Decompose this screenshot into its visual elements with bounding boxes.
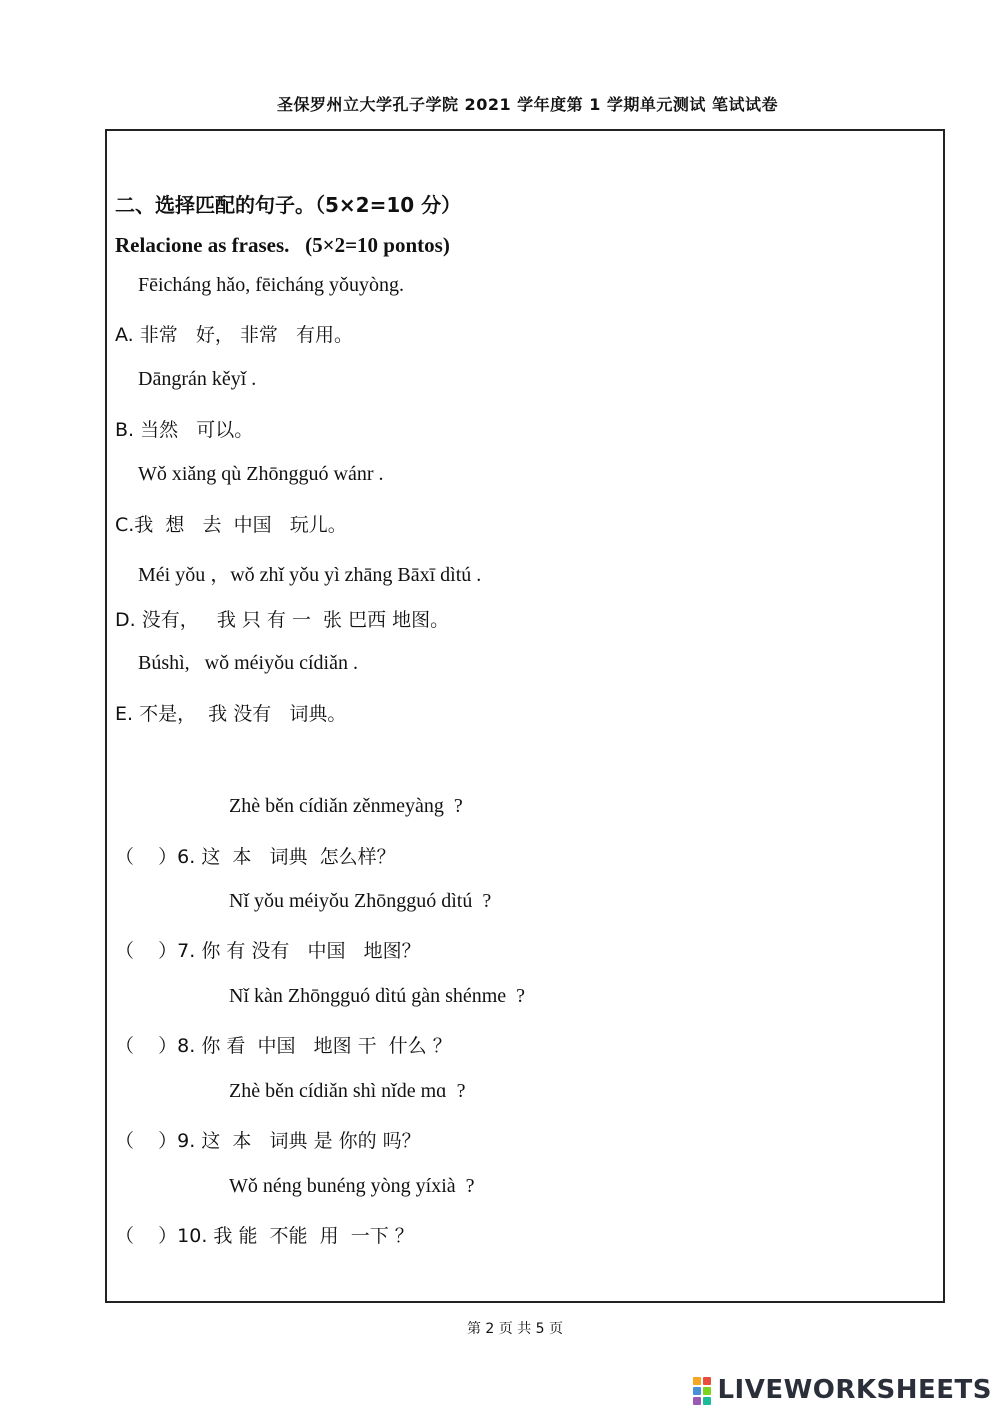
option-c-chinese: C.我 想 去 中国 玩儿。 [115, 514, 347, 536]
option-a-chinese: A. 非常 好， 非常 有用。 [115, 324, 354, 346]
question-9-chinese[interactable]: （ ）9. 这 本 词典 是 你的 吗？ [115, 1130, 421, 1152]
liveworksheets-logo[interactable] [693, 1372, 992, 1408]
option-c-pinyin: Wǒ xiǎng qù Zhōngguó wánr . [138, 463, 384, 485]
question-7-pinyin: Nǐ yǒu méiyǒu Zhōngguó dìtú ? [229, 890, 492, 912]
option-e-pinyin: Búshì, wǒ méiyǒu cídiǎn . [138, 652, 358, 674]
question-7-chinese[interactable]: （ ）7. 你 有 没有 中国 地图？ [115, 940, 421, 962]
liveworksheets-logo-icon [693, 1375, 713, 1405]
option-b-chinese: B. 当然 可以。 [115, 419, 254, 441]
option-e-chinese: E. 不是， 我 没有 词典。 [115, 703, 347, 725]
section-title-chinese: 二、选择匹配的句子。（5×2=10 分） [115, 193, 462, 217]
question-8-chinese[interactable]: （ ）8. 你 看 中国 地图 干 什么 ？ [115, 1035, 452, 1057]
page-number: 第 2 页 共 5 页 [466, 1321, 564, 1337]
question-10-pinyin: Wǒ néng bunéng yòng yíxià ? [229, 1175, 475, 1197]
exam-frame [105, 129, 945, 1303]
question-6-chinese[interactable]: （ ）6. 这 本 词典 怎么样？ [115, 846, 396, 868]
option-d-chinese: D. 没有， 我 只 有 一 张 巴西 地图。 [115, 609, 450, 631]
exam-header: 圣保罗州立大学孔子学院 2021 学年度第 1 学期单元测试 笔试试卷 [276, 95, 779, 114]
section-title-portuguese: Relacione as frases. (5×2=10 pontos) [115, 233, 450, 257]
question-8-pinyin: Nǐ kàn Zhōngguó dìtú gàn shénme ? [229, 985, 526, 1007]
liveworksheets-logo-text: LIVEWORKSHEETS [717, 1375, 992, 1405]
question-9-pinyin: Zhè běn cídiǎn shì nǐde mɑ ? [229, 1080, 466, 1102]
option-d-pinyin: Méi yǒu ，wǒ zhǐ yǒu yì zhāng Bāxī dìtú . [138, 564, 482, 586]
question-6-pinyin: Zhè běn cídiǎn zěnmeyàng ? [229, 795, 463, 817]
question-10-chinese[interactable]: （ ）10. 我 能 不能 用 一下 ？ [115, 1225, 414, 1247]
option-a-pinyin: Fēicháng hǎo, fēicháng yǒuyòng. [138, 274, 405, 296]
option-b-pinyin: Dāngrán kěyǐ . [138, 368, 257, 390]
